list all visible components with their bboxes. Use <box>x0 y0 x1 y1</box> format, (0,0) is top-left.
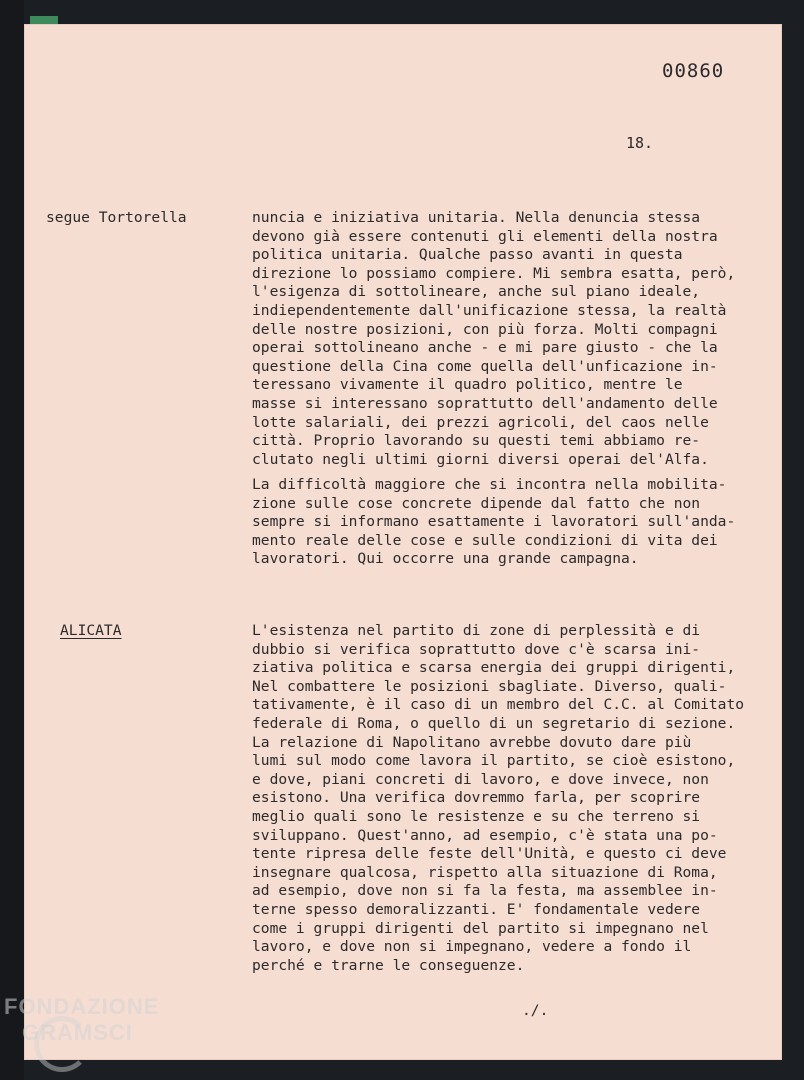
page-number: 18. <box>626 134 654 152</box>
scan-edge <box>0 0 24 1080</box>
document-page <box>24 24 782 1060</box>
paragraph-tortorella-1: nuncia e iniziativa unitaria. Nella denuncia stessa devono già essere contenuti gli elementi della nostra politica unitaria. Qualche passo avanti in questa direzione lo possiamo compiere. Mi sembra esatta, però, l'esigenza di sottolineare, anche sul piano ideale, indiependentemente dall'unificazione stessa, la realtà delle nostre posizioni, con più forza. Molti compagni operai sottolineano anche - e mi pare giusto - che la questione della Cina come quella dell'unficazione in- teressano vivamente il quadro politico, mentre le masse si interessano soprattutto dell'andamento delle lotte salariali, dei prezzi agricoli, del caos nelle città. Proprio lavorando su questi temi abbiamo re- clutato negli ultimi giorni diversi operai del'Alfa. <box>252 209 736 468</box>
paragraph-alicata-1: L'esistenza nel partito di zone di perplessità e di dubbio si verifica soprattutto dove c'è scarsa ini- ziativa politica e scarsa energia dei gruppi dirigenti, Nel combattere le posizioni sbagliate. Diverso, quali- tativamente, è il caso di un membro del C.C. al Comitato federale di Roma, o quello di un segretario di sezione. La relazione di Napolitano avrebbe dovuto dare più lumi sul modo come lavora il partito, se cioè esistono, e dove, piani concreti di lavoro, e dove invece, non esistono. Una verifica dovremmo farla, per scoprire meglio quali sono le resistenze e su che terreno si sviluppano. Quest'anno, ad esempio, c'è stata una po- tente ripresa delle feste dell'Unità, e questo ci deve insegnare qualcosa, rispetto alla situazione di Roma, ad esempio, dove non si fa la festa, ma assemblee in- terne spesso demoralizzanti. E' fondamentale vedere come i gruppi dirigenti del partito si impegnano nel lavoro, e dove non si impegnano, vedere a fondo il perché e trarne le conseguenze. <box>252 622 745 974</box>
document-number: 00860 <box>662 60 725 82</box>
speaker-tortorella: segue Tortorella <box>46 209 187 226</box>
watermark-line-1: FONDAZIONE <box>4 994 160 1019</box>
watermark-line-2: GRAMSCI <box>22 1020 133 1045</box>
continuation-mark: ./. <box>522 1002 549 1019</box>
speaker-alicata: ALICATA <box>60 622 122 639</box>
paragraph-tortorella-2: La difficoltà maggiore che si incontra nella mobilita- zione sulle cose concrete dipende dal fatto che non sempre si informano esattamente i lavoratori sull'anda- mento reale delle cose e sulle condizioni di vita dei lavoratori. Qui occorre una grande campagna. <box>252 476 736 568</box>
